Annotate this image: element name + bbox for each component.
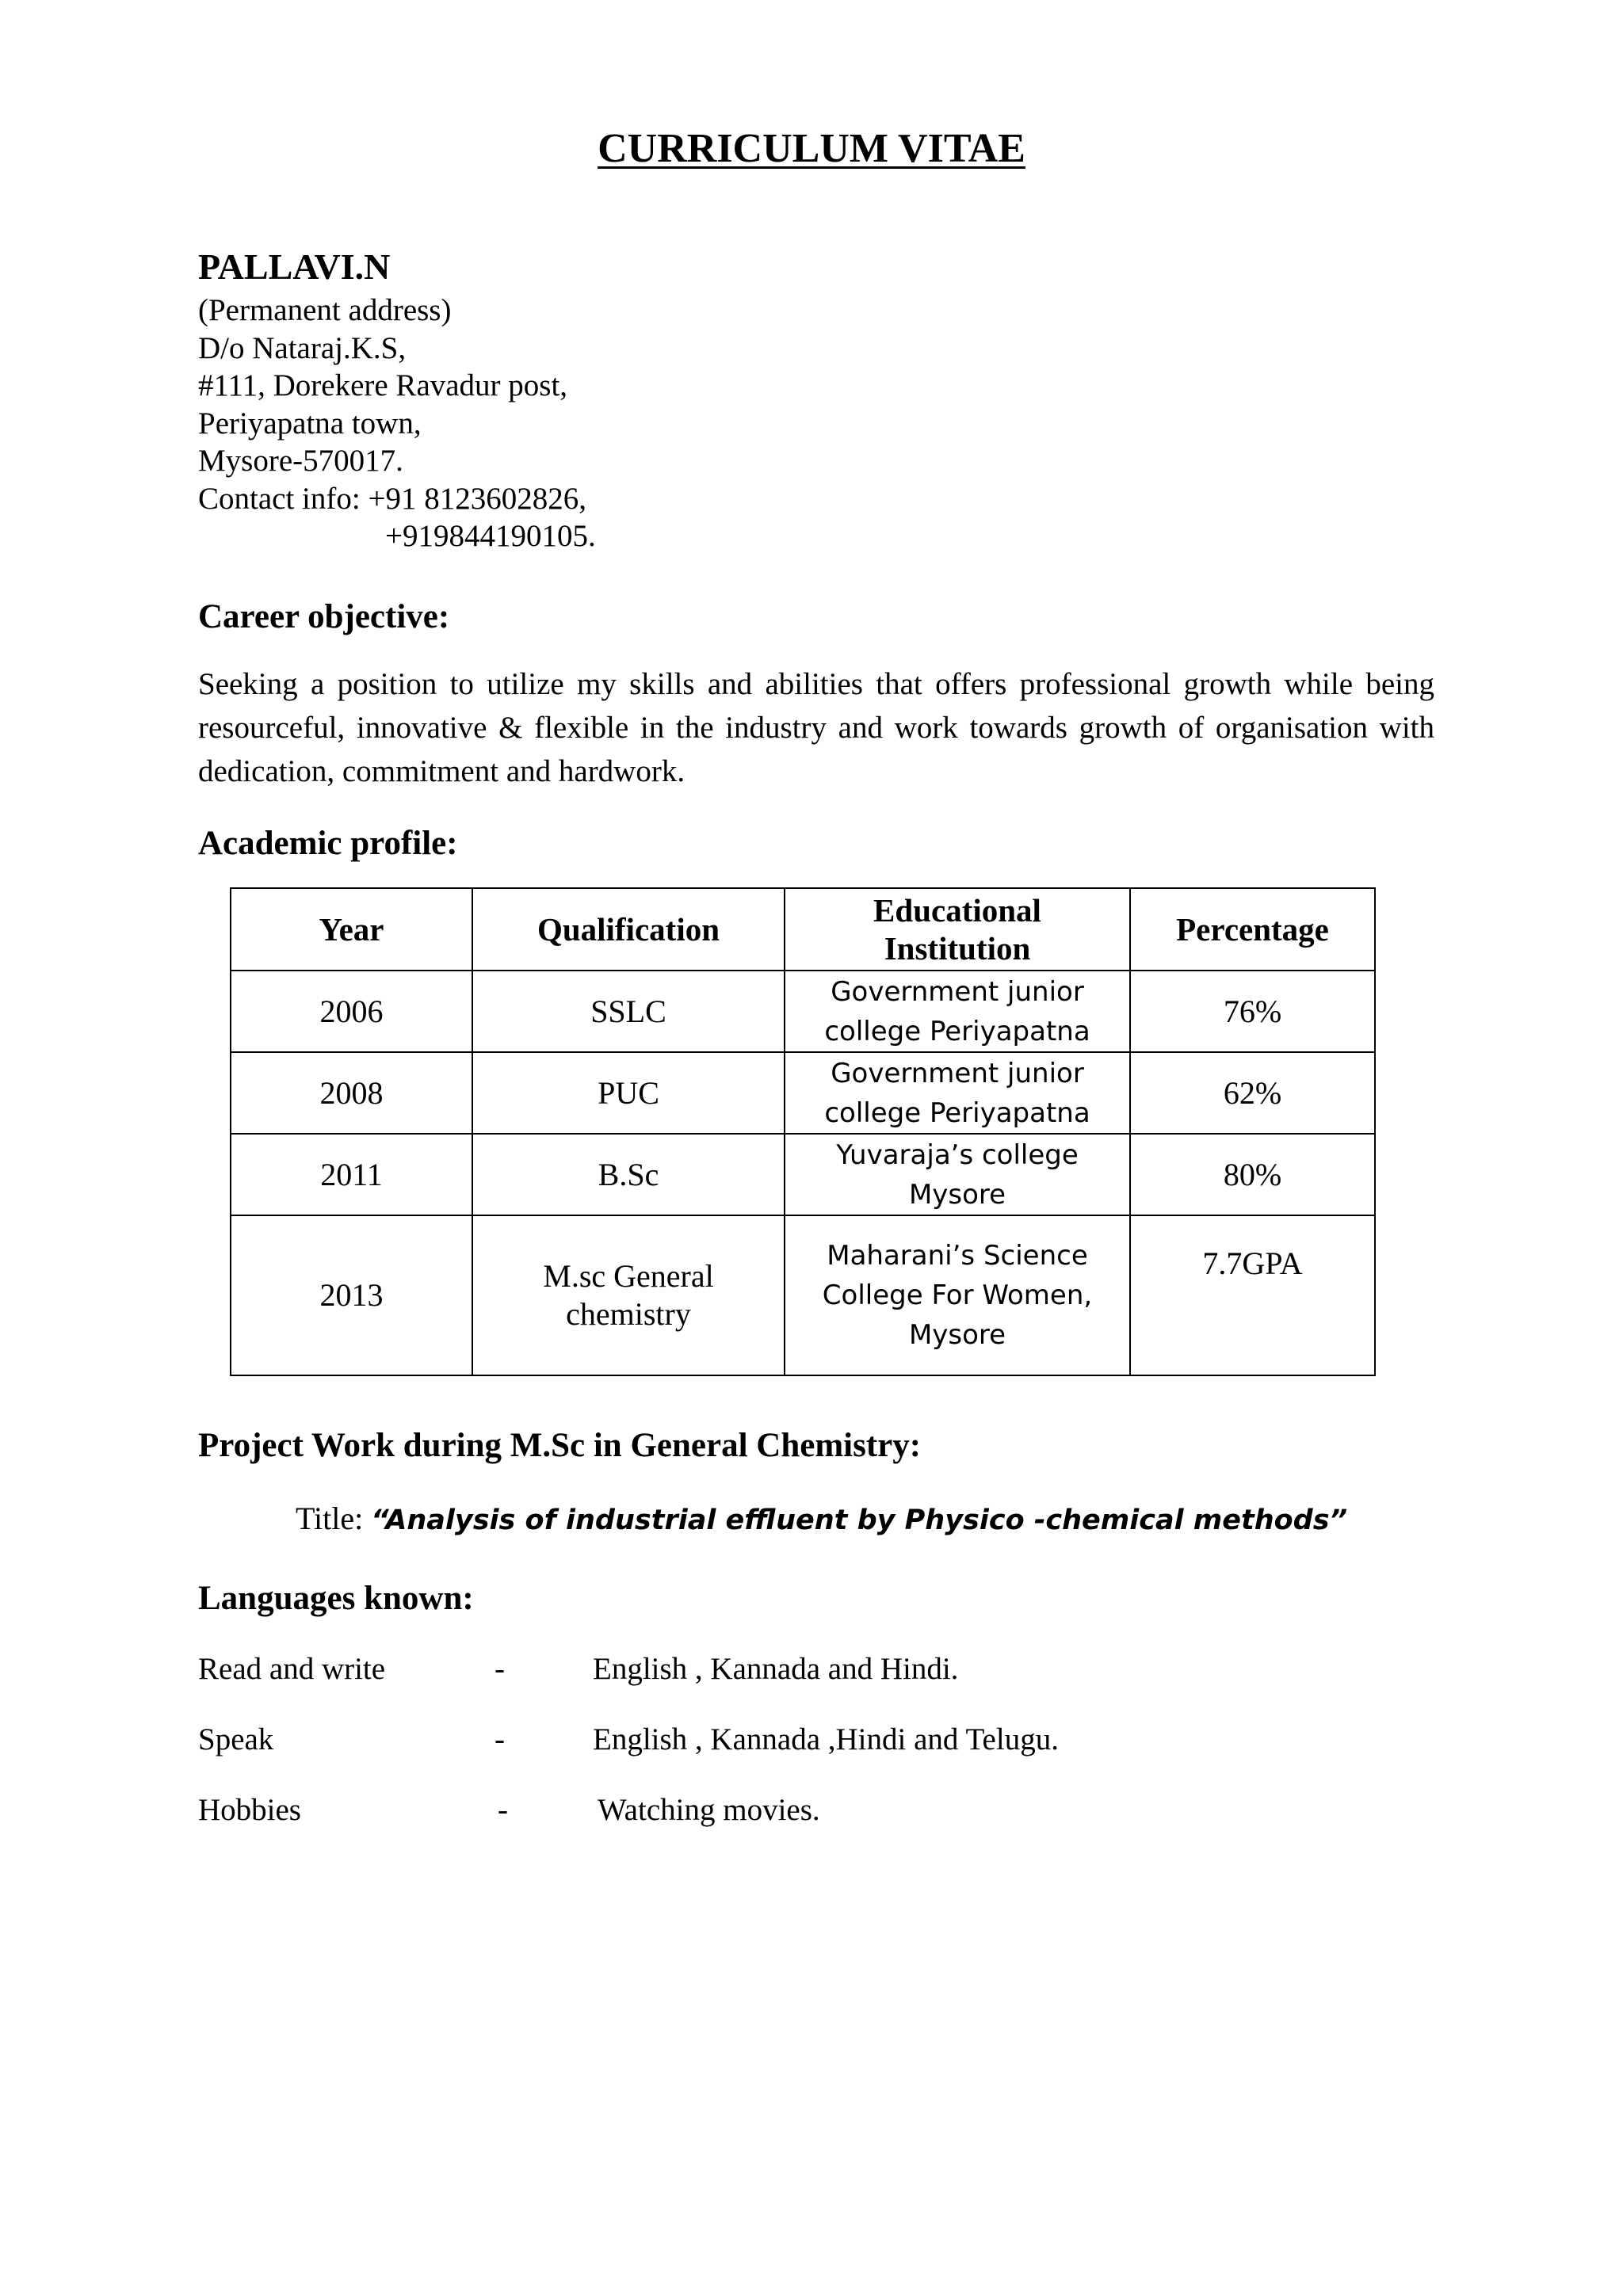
table-row xyxy=(231,971,1375,1052)
column-header-year: Year xyxy=(231,888,472,971)
cell-percentage: 76% xyxy=(1130,971,1375,1052)
academic-table xyxy=(230,887,1376,1376)
table-row xyxy=(231,1134,1375,1215)
cell-percentage: 80% xyxy=(1130,1134,1375,1215)
cell-year: 2008 xyxy=(231,1052,472,1134)
project-title-label: Title: xyxy=(296,1501,364,1536)
cell-institution: Maharani’s Science College For Women, Mysore xyxy=(785,1215,1130,1375)
cell-qualification: M.sc General chemistry xyxy=(472,1215,785,1375)
address-line: Periyapatna town, xyxy=(198,406,422,441)
column-header-percentage: Percentage xyxy=(1130,888,1375,971)
contact-info: Contact info: +91 8123602826, xyxy=(198,481,586,516)
applicant-name: PALLAVI.N xyxy=(198,246,391,287)
project-heading: Project Work during M.Sc in General Chemistry: xyxy=(198,1427,922,1464)
cell-year: 2013 xyxy=(231,1215,472,1375)
cell-institution: Government junior college Periyapatna xyxy=(785,1052,1130,1134)
project-title xyxy=(296,1500,1347,1537)
column-header-institution: Educational Institution xyxy=(785,888,1130,971)
language-row-value: English , Kannada and Hindi. xyxy=(593,1652,959,1686)
address-line: Mysore-570017. xyxy=(198,444,403,478)
language-row-separator: - xyxy=(495,1652,505,1686)
cell-institution: Government junior college Periyapatna xyxy=(785,971,1130,1052)
cell-year: 2006 xyxy=(231,971,472,1052)
cell-percentage: 7.7GPA xyxy=(1130,1215,1375,1375)
address-line: D/o Nataraj.K.S, xyxy=(198,330,407,365)
career-objective-text: Seeking a position to utilize my skills and abilities that offers professional growth while being resourceful, innovative & flexible in the industry and work towards growth of organisation with dedication, commitment and hardwork. xyxy=(198,667,1434,788)
hobbies-separator: - xyxy=(498,1793,508,1827)
contact-info-secondary: +919844190105. xyxy=(385,519,596,553)
language-row-separator: - xyxy=(495,1722,505,1756)
address-line: #111, Dorekere Ravadur post, xyxy=(198,368,568,402)
table-row xyxy=(231,1052,1375,1134)
project-title-text: “Analysis of industrial effluent by Physico -chemical methods” xyxy=(371,1505,1348,1536)
cell-qualification: PUC xyxy=(472,1052,785,1134)
address-block xyxy=(198,292,596,555)
table-row xyxy=(231,1215,1375,1375)
academic-profile-heading: Academic profile: xyxy=(198,825,458,862)
column-header-qualification: Qualification xyxy=(472,888,785,971)
language-row-value: English , Kannada ,Hindi and Telugu. xyxy=(593,1722,1059,1756)
cell-institution: Yuvaraja’s college Mysore xyxy=(785,1134,1130,1215)
cell-qualification: SSLC xyxy=(472,971,785,1052)
table-header-row xyxy=(231,888,1375,971)
hobbies-label: Hobbies xyxy=(198,1793,301,1827)
language-row-label: Speak xyxy=(198,1722,274,1756)
language-row-label: Read and write xyxy=(198,1652,386,1686)
document-title: CURRICULUM VITAE xyxy=(598,126,1025,171)
address-line: (Permanent address) xyxy=(198,293,452,327)
cell-qualification: B.Sc xyxy=(472,1134,785,1215)
hobbies-value: Watching movies. xyxy=(598,1793,820,1827)
languages-heading: Languages known: xyxy=(198,1580,474,1617)
career-objective-heading: Career objective: xyxy=(198,598,450,635)
cell-percentage: 62% xyxy=(1130,1052,1375,1134)
cell-year: 2011 xyxy=(231,1134,472,1215)
